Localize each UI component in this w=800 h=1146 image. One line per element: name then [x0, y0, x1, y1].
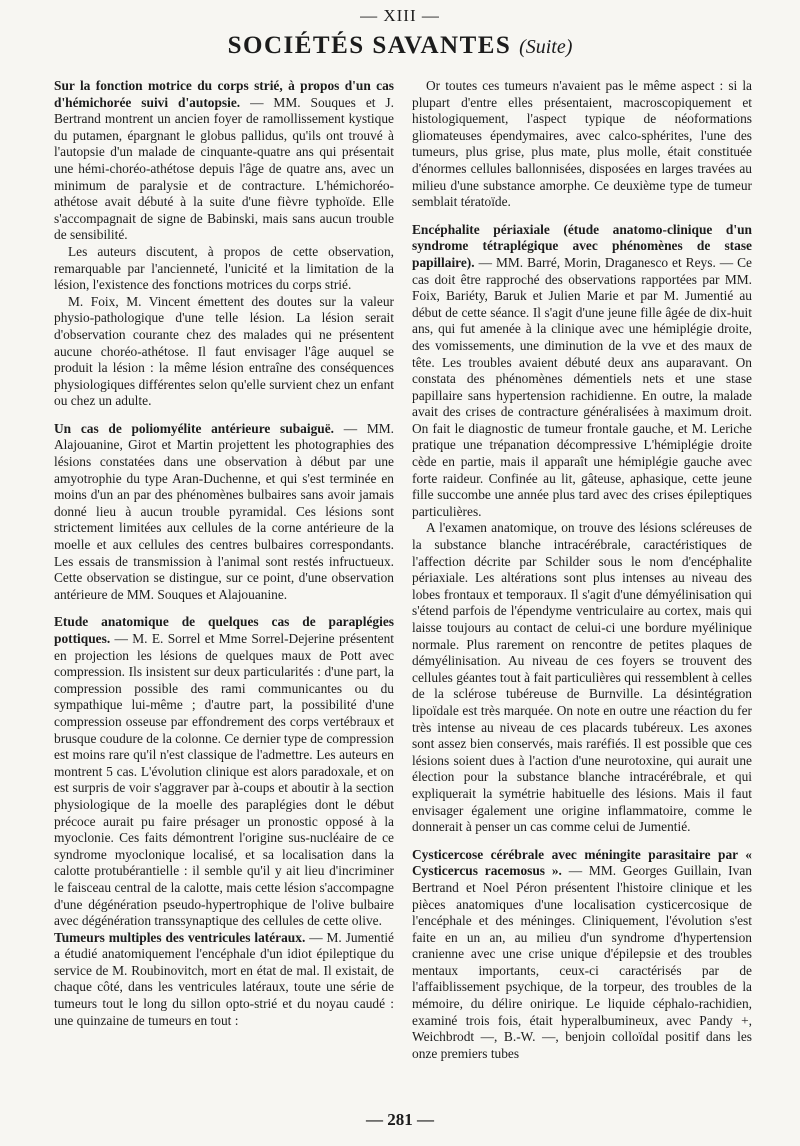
article-title: Etude anatomique de quelques cas de paraplégies pottiques.: [54, 614, 394, 646]
article-paraplegies: [54, 614, 394, 929]
article-encephalite: [412, 222, 752, 521]
article-tumeurs: [54, 930, 394, 1030]
page-roman-number: — XIII —: [360, 6, 440, 25]
article-cysticercose: [412, 847, 752, 1063]
article-text: — M. E. Sorrel et Mme Sorrel-Dejerine présentent en projection les lésions de quelques maux de Pott avec compression. Ils insistent sur deux particularités : d'une part, la compression possible des rami communicantes ou du sympathique lui-même ; d'autre part, la possibilité d'une compression osseuse par effondrement des corps vertébraux et brusque coudure de la colonne. Ce dernier type de compression est moins rare qu'il n'est classique de l'admettre. Les auteurs en montrent 5 cas. L'évolution clinique est alors paradoxale, et on est surpris de voir s'aggraver par à-coups et aboutir à la section physiologique de la moelle des paraplégies dont le début précoce aurait pu faire présager un pronostic opposé à la myoclonie. Ces faits démontrent l'origine sus-nucléaire de ce syndrome myoclonique localisé, et sa localisation dans la calotte protubérantielle : il semble qu'il y ait lieu d'incriminer le faisceau central de la calotte, mais cette lésion s'accompagne d'une dégénération pseudo-hypertrophique de l'olive bulbaire avec dégénération transsynaptique des cellules de cette olive.: [54, 631, 394, 929]
paragraph: A l'examen anatomique, on trouve des lésions scléreuses de la substance blanche intracérébrale, caractéristiques de l'affection décrite par Schilder sous le nom d'encéphalite périaxiale. Les altérations sont plus intenses au niveau des lobes frontaux et temporaux. Il s'agit d'une démyélinisation qui s'étend parfois de l'épendyme ventriculaire au cortex, mais qui laisse toujours au contact de celui-ci une bordure myélinique normale. Plus rarement on rencontre de petites plaques de démyélinisation. Au niveau de ces foyers se trouvent des cellules géantes tout à fait particulières qui ressemblent à celles de la sclérose tubéreuse de Burnville. La désintégration lipoïdale est très marquée. On note en outre une réaction du fer très intense au niveau de ces placards tubéreux. Les axones sont assez bien conservés, mais raréfiés. Il est possible que ces lésions soient dues à l'action d'une neurotoxine, qui aurait une élection pour la substance blanche intracérébrale, et qui expliquerait la symétrie habituelle des lésions. Mais il faut envisager également une origine inflammatoire, comme le donnerait à penser un cas comme celui de Jumentié.: [412, 520, 752, 835]
article-title: Tumeurs multiples des ventricules latéraux.: [54, 929, 306, 945]
left-column: [54, 78, 394, 1029]
article-title: Encéphalite périaxiale (étude anatomo-clinique d'un syndrome tétraplégique avec phénomènes de stase papillaire).: [412, 221, 752, 270]
article-souques: [54, 78, 394, 244]
article-text: — MM. Georges Guillain, Ivan Bertrand et Noel Péron présentent l'histoire clinique et les pièces anatomiques d'une localisation cysticercosique de l'encéphale et des méninges. Cliniquement, l'évolution s'est faite en un an, au milieu d'un syndrome d'hypertension cranienne avec une crise unique d'épilepsie et des troubles mentaux importants, ceux-ci caractérisés par de l'affaiblissement psychique, de la torpeur, des troubles de la mémoire, du délire onirique. Le liquide céphalo-rachidien, examiné trois fois, était hyperalbumineux, avec Pandy +, Weichbrodt —, B.-W. —, benjoin colloïdal positif dans les onze premiers tubes: [412, 863, 752, 1061]
article-text: — MM. Alajouanine, Girot et Martin projettent les photographies des lésions constatées dans une observation à début par une amyotrophie du type Aran-Duchenne, et qui s'est terminée en moins d'un an par des phénomènes bulbaires sans avoir jamais donné lieu à aucun trouble pyramidal. Ces lésions sont strictement limitées aux cellules de la corne antérieure de la moelle et aux cellules des centres bulbaires correspondants. Les essais de transmission à l'animal sont restés infructueux. Cette observation se distingue, sur ce point, d'une observation antérieure de MM. Souques et Alajouanine.: [54, 420, 394, 602]
paragraph: Les auteurs discutent, à propos de cette observation, remarquable par l'ancienneté, l'unicité et la limitation de la lésion, l'existence des fonctions motrices du corps strié.: [54, 243, 394, 293]
article-authors: — MM. Souques et J. Bertrand: [54, 94, 394, 127]
page-title: [0, 32, 800, 60]
article-title: Sur la fonction motrice du corps strié, à propos d'un cas d'hémichorée suivi d'autopsie.: [54, 78, 394, 110]
page-number: — 281 —: [366, 1110, 434, 1129]
title-suite: (Suite): [519, 36, 573, 58]
article-text: — M. Jumentié a étudié anatomiquement l'encéphale d'un idiot épileptique du service de M. Roubinovitch, mort en état de mal. Il existait, de chaque côté, dans les ventricules latéraux, toute une série de tumeurs tout le long du sillon opto-strié et du noyau caudé : une quinzaine de tumeurs en tout :: [54, 929, 394, 1028]
paragraph: Or toutes ces tumeurs n'avaient pas le même aspect : si la plupart d'entre elles présentaient, macroscopiquement et histologiquement, l'aspect typique de néoformations gliomateuses épendymaires, avec calco-sphérites, l'une des tumeurs, plus grise, plus mate, plus molle, était constituée d'énormes cellules ballonnisées, disposées en larges travées au milieu d'une substance amorphe. Ce deuxième type de tumeur semblait tératoïde.: [412, 78, 752, 210]
article-poliomyelite: [54, 421, 394, 604]
article-text: — MM. Barré, Morin, Draganesco et Reys. — Ce cas doit être rapproché des observations rapportées par MM. Foix, Bariéty, Baruk et Julien Marie et par M. Jumentié au début de cette séance. Il s'agit d'une jeune fille âgée de dix-huit ans, qui fut amenée à la clinique avec une hémiplégie droite, des vomissements, une diminution de la vve et des maux de tête. Les troubles avaient débuté deux ans auparavant. On constata des phénomènes démentiels nets et une stase papillaire sans hypertension rachidienne. En outre, la malade avait des crises de contracture généralisées à maximum droit. On fait le diagnostic de tumeur frontale gauche, et M. Leriche pratique une trépanation décompressive L'hémiplégie droite cède en partie, mais il apparaît une hémiplégie gauche avec forte raideur. Confinée au lit, gâteuse, aphasique, cette jeune fille succombe une année plus tard avec des crises épileptiques particulières.: [412, 254, 752, 519]
article-title: Cysticercose cérébrale avec méningite parasitaire par « Cysticercus racemosus ».: [412, 846, 752, 879]
right-column: [412, 78, 752, 1062]
article-title: Un cas de poliomyélite antérieure subaiguë.: [54, 420, 335, 436]
article-text: montrent un ancien foyer de ramollissement kystique du putamen, épargnant le globus pallidus, qu'ils ont trouvé à l'autopsie d'un malade de cinquante-quatre ans qui présentait une hémi-choréo-athétose depuis l'âge de quatre ans, avec un minimum de paralysie et de contracture. L'hémichoréo-athétose avait débuté à la suite d'une fièvre typhoïde. Elle s'accompagnait de signe de Babinski, mais sans aucun trouble de sensibilité.: [54, 111, 394, 243]
title-main: SOCIÉTÉS SAVANTES: [227, 32, 512, 59]
paragraph: M. Foix, M. Vincent émettent des doutes sur la valeur physio-pathologique d'une telle lésion. La lésion serait d'observation courante chez des malades qui ne présentent aucune choréo-athétose. Il faut envisager l'âge auquel se produit la lésion : la même lésion entraîne des conséquences physiologiques différentes selon qu'elle survient chez un enfant ou chez un adulte.: [54, 293, 394, 409]
